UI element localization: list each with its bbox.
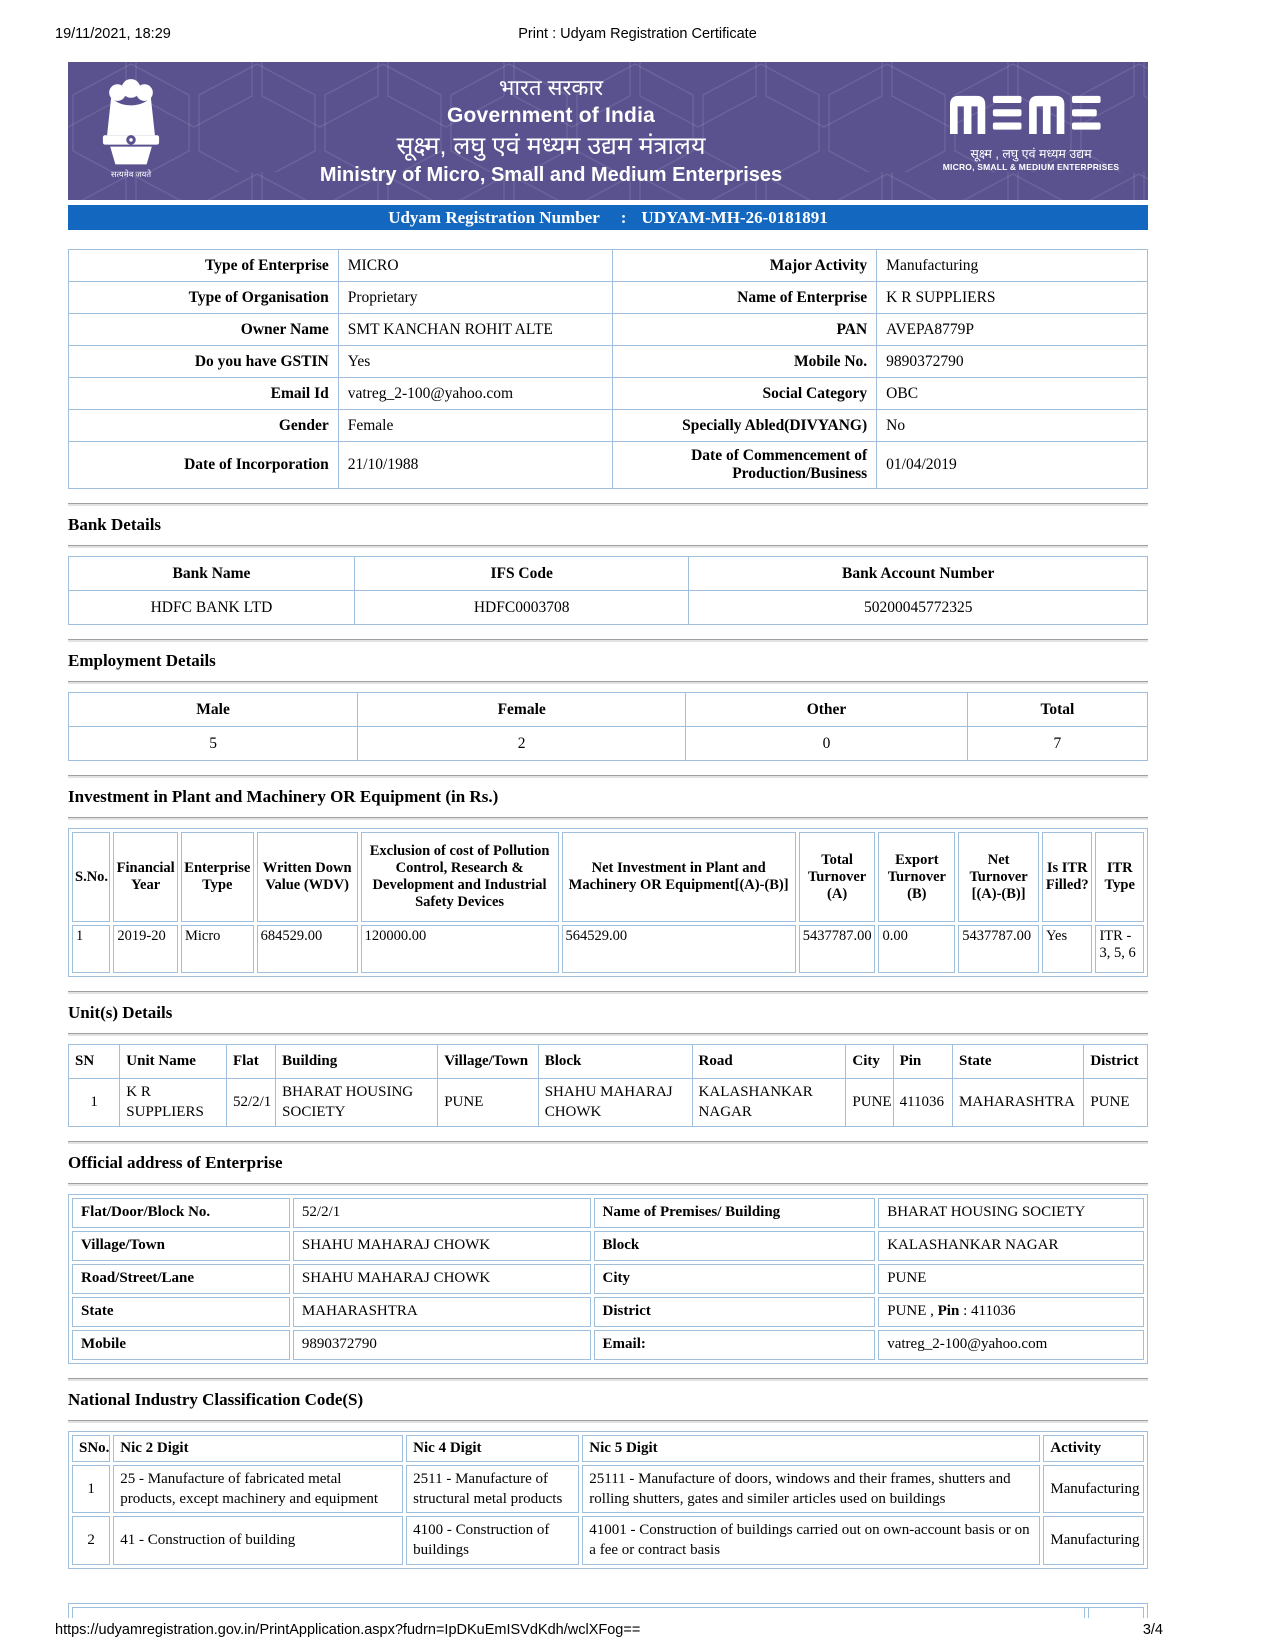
divider bbox=[68, 1378, 1148, 1381]
detail-label: Do you have GSTIN bbox=[69, 346, 339, 378]
banner-hindi-ministry: सूक्ष्म, लघु एवं मध्यम उद्यम मंत्रालय bbox=[396, 131, 706, 160]
table-header-row bbox=[72, 1435, 1144, 1462]
detail-label: Name of Enterprise bbox=[612, 282, 876, 314]
section-title-nic: National Industry Classification Code(S) bbox=[68, 1389, 364, 1409]
msme-hindi-caption: सूक्ष्म , लघु एवं मध्यम उद्यम bbox=[970, 146, 1092, 161]
nic-cell: 2 bbox=[72, 1516, 110, 1565]
column-header: District bbox=[1084, 1045, 1148, 1079]
investment-cell: 5437787.00 bbox=[958, 925, 1039, 973]
nic-table-frame bbox=[68, 1431, 1148, 1569]
detail-value: 01/04/2019 bbox=[877, 442, 1148, 489]
detail-label: Gender bbox=[69, 410, 339, 442]
section-title-employment-details: Employment Details bbox=[68, 651, 216, 670]
units-details-table bbox=[68, 1044, 1148, 1127]
column-header: Male bbox=[69, 693, 358, 727]
emblem-caption: सत्यमेव जयते bbox=[110, 169, 152, 179]
column-header: Enterprise Type bbox=[181, 832, 254, 922]
unit-cell: K R SUPPLIERS bbox=[120, 1079, 227, 1127]
column-header: Exclusion of cost of Pollution Control, Research & Development and Industrial Safety Devices bbox=[361, 832, 559, 922]
column-header: S.No. bbox=[72, 832, 110, 922]
detail-value: OBC bbox=[877, 378, 1148, 410]
investment-cell: 2019-20 bbox=[113, 925, 178, 973]
column-header: Nic 2 Digit bbox=[113, 1435, 403, 1462]
next-table-cutoff-inner bbox=[72, 1607, 1144, 1618]
address-value: 9890372790 bbox=[293, 1330, 591, 1360]
column-header: Bank Account Number bbox=[689, 557, 1148, 591]
employment-count: 5 bbox=[69, 727, 358, 761]
investment-cell: 0.00 bbox=[878, 925, 955, 973]
column-header: Net Turnover [(A)-(B)] bbox=[958, 832, 1039, 922]
detail-label: Type of Enterprise bbox=[69, 250, 339, 282]
address-value: vatreg_2-100@yahoo.com bbox=[878, 1330, 1144, 1360]
print-datetime: 19/11/2021, 18:29 bbox=[55, 26, 171, 42]
unit-cell: 1 bbox=[69, 1079, 120, 1127]
msme-logo bbox=[938, 91, 1124, 172]
column-header: Block bbox=[538, 1045, 692, 1079]
address-label: Village/Town bbox=[72, 1231, 290, 1261]
registration-number: UDYAM-MH-26-0181891 bbox=[641, 208, 828, 227]
investment-cell: 120000.00 bbox=[361, 925, 559, 973]
unit-cell: KALASHANKAR NAGAR bbox=[692, 1079, 846, 1127]
investment-cell: 1 bbox=[72, 925, 110, 973]
divider bbox=[68, 775, 1148, 778]
section-title-address: Official address of Enterprise bbox=[68, 1152, 283, 1172]
divider bbox=[68, 503, 1148, 506]
divider bbox=[68, 817, 1148, 820]
table-row bbox=[72, 1516, 1144, 1565]
nic-cell: 2511 - Manufacture of structural metal products bbox=[406, 1465, 579, 1514]
column-header: Nic 4 Digit bbox=[406, 1435, 579, 1462]
print-footer bbox=[55, 1622, 1163, 1638]
table-header-row bbox=[69, 557, 1148, 591]
unit-cell: PUNE bbox=[1084, 1079, 1148, 1127]
nic-cell: 4100 - Construction of buildings bbox=[406, 1516, 579, 1565]
table-row bbox=[69, 1079, 1148, 1127]
column-header: Nic 5 Digit bbox=[582, 1435, 1040, 1462]
detail-value: 9890372790 bbox=[877, 346, 1148, 378]
column-header: State bbox=[953, 1045, 1084, 1079]
detail-label: Owner Name bbox=[69, 314, 339, 346]
column-header: Flat bbox=[226, 1045, 275, 1079]
column-header: Road bbox=[692, 1045, 846, 1079]
table-row bbox=[69, 410, 1148, 442]
detail-label: Type of Organisation bbox=[69, 282, 339, 314]
column-header: Is ITR Filled? bbox=[1042, 832, 1092, 922]
column-header: SNo. bbox=[72, 1435, 110, 1462]
detail-value: Proprietary bbox=[338, 282, 612, 314]
divider bbox=[68, 681, 1148, 684]
detail-value: No bbox=[877, 410, 1148, 442]
detail-value: MICRO bbox=[338, 250, 612, 282]
employment-details-table bbox=[68, 692, 1148, 761]
column-header: City bbox=[846, 1045, 893, 1079]
table-row bbox=[69, 378, 1148, 410]
divider bbox=[68, 1141, 1148, 1144]
column-header: ITR Type bbox=[1095, 832, 1144, 922]
address-label: Road/Street/Lane bbox=[72, 1264, 290, 1294]
address-value: MAHARASHTRA bbox=[293, 1297, 591, 1327]
column-header: Total Turnover (A) bbox=[799, 832, 876, 922]
column-header: Written Down Value (WDV) bbox=[257, 832, 358, 922]
banner-titles bbox=[164, 74, 938, 188]
employment-count: 2 bbox=[358, 727, 686, 761]
investment-cell: Yes bbox=[1042, 925, 1092, 973]
banner-ministry-title: Ministry of Micro, Small and Medium Enterprises bbox=[319, 164, 783, 187]
banner-government-of-india: Government of India bbox=[447, 104, 655, 128]
unit-cell: PUNE bbox=[846, 1079, 893, 1127]
column-header: Unit Name bbox=[120, 1045, 227, 1079]
column-header: SN bbox=[69, 1045, 120, 1079]
address-value: 52/2/1 bbox=[293, 1198, 591, 1228]
column-header: Bank Name bbox=[69, 557, 355, 591]
unit-cell: MAHARASHTRA bbox=[953, 1079, 1084, 1127]
table-header-row bbox=[72, 832, 1144, 922]
divider bbox=[68, 1420, 1148, 1423]
divider bbox=[68, 991, 1148, 994]
column-header: Financial Year bbox=[113, 832, 178, 922]
address-label: Flat/Door/Block No. bbox=[72, 1198, 290, 1228]
table-row bbox=[69, 314, 1148, 346]
table-row bbox=[69, 442, 1148, 489]
address-label: Name of Premises/ Building bbox=[594, 1198, 876, 1228]
investment-cell: ITR - 3, 5, 6 bbox=[1095, 925, 1144, 973]
column-header: Female bbox=[358, 693, 686, 727]
detail-label: Social Category bbox=[612, 378, 876, 410]
column-header: Activity bbox=[1043, 1435, 1144, 1462]
table-row bbox=[72, 1330, 1144, 1360]
detail-label: Major Activity bbox=[612, 250, 876, 282]
source-url: https://udyamregistration.gov.in/PrintApplication.aspx?fudrn=IpDKuEmISVdKdh/wclXFog== bbox=[55, 1622, 641, 1638]
table-row bbox=[72, 1198, 1144, 1228]
registration-separator: : bbox=[620, 208, 627, 227]
government-banner bbox=[68, 62, 1148, 200]
divider bbox=[68, 1033, 1148, 1036]
ifs-code-value: HDFC0003708 bbox=[354, 591, 688, 625]
unit-cell: 411036 bbox=[893, 1079, 952, 1127]
column-header: Other bbox=[686, 693, 968, 727]
address-label: Block bbox=[594, 1231, 876, 1261]
detail-value: SMT KANCHAN ROHIT ALTE bbox=[338, 314, 612, 346]
investment-cell: 5437787.00 bbox=[799, 925, 876, 973]
section-title-investment: Investment in Plant and Machinery OR Equipment (in Rs.) bbox=[68, 787, 499, 806]
address-label: Email: bbox=[594, 1330, 876, 1360]
address-label: District bbox=[594, 1297, 876, 1327]
unit-cell: PUNE bbox=[438, 1079, 539, 1127]
registration-label: Udyam Registration Number bbox=[388, 208, 600, 227]
detail-label: Date of Incorporation bbox=[69, 442, 339, 489]
investment-cell: Micro bbox=[181, 925, 254, 973]
divider bbox=[68, 545, 1148, 548]
column-header: Pin bbox=[893, 1045, 952, 1079]
table-header-row bbox=[69, 693, 1148, 727]
bank-name-value: HDFC BANK LTD bbox=[69, 591, 355, 625]
column-header: Net Investment in Plant and Machinery OR Equipment[(A)-(B)] bbox=[562, 832, 796, 922]
account-number-value: 50200045772325 bbox=[689, 591, 1148, 625]
nic-cell: 1 bbox=[72, 1465, 110, 1514]
column-header: Building bbox=[276, 1045, 438, 1079]
detail-label: PAN bbox=[612, 314, 876, 346]
registration-number-bar bbox=[68, 205, 1148, 230]
table-row bbox=[72, 1465, 1144, 1514]
divider bbox=[68, 1183, 1148, 1186]
table-row bbox=[69, 282, 1148, 314]
nic-table bbox=[69, 1432, 1147, 1568]
column-header: Export Turnover (B) bbox=[878, 832, 955, 922]
address-label: City bbox=[594, 1264, 876, 1294]
column-header: Village/Town bbox=[438, 1045, 539, 1079]
column-header: IFS Code bbox=[354, 557, 688, 591]
address-table bbox=[69, 1195, 1147, 1363]
nic-cell: 41 - Construction of building bbox=[113, 1516, 403, 1565]
detail-label: Email Id bbox=[69, 378, 339, 410]
investment-table-frame bbox=[68, 828, 1148, 977]
banner-hindi-government: भारत सरकार bbox=[498, 74, 604, 100]
section-title-bank-details: Bank Details bbox=[68, 515, 162, 534]
table-row bbox=[72, 1264, 1144, 1294]
detail-value: AVEPA8779P bbox=[877, 314, 1148, 346]
address-value: SHAHU MAHARAJ CHOWK bbox=[293, 1231, 591, 1261]
table-row bbox=[69, 250, 1148, 282]
detail-value: K R SUPPLIERS bbox=[877, 282, 1148, 314]
address-value: PUNE bbox=[878, 1264, 1144, 1294]
address-label: State bbox=[72, 1297, 290, 1327]
table-row bbox=[72, 1297, 1144, 1327]
divider bbox=[68, 639, 1148, 642]
table-row bbox=[69, 727, 1148, 761]
table-row bbox=[69, 591, 1148, 625]
address-label: Mobile bbox=[72, 1330, 290, 1360]
detail-value: 21/10/1988 bbox=[338, 442, 612, 489]
address-value: KALASHANKAR NAGAR bbox=[878, 1231, 1144, 1261]
detail-value: Manufacturing bbox=[877, 250, 1148, 282]
unit-cell: 52/2/1 bbox=[226, 1079, 275, 1127]
employment-count: 7 bbox=[967, 727, 1147, 761]
certificate-body bbox=[68, 62, 1148, 1618]
nic-cell: 25 - Manufacture of fabricated metal products, except machinery and equipment bbox=[113, 1465, 403, 1514]
next-table-cutoff bbox=[68, 1603, 1148, 1618]
msme-english-caption: MICRO, SMALL & MEDIUM ENTERPRISES bbox=[942, 161, 1120, 172]
column-header: Total bbox=[967, 693, 1147, 727]
nic-cell: 41001 - Construction of buildings carried out on own-account basis or on a fee or contract basis bbox=[582, 1516, 1040, 1565]
address-table-frame bbox=[68, 1194, 1148, 1364]
investment-cell: 564529.00 bbox=[562, 925, 796, 973]
table-row bbox=[72, 925, 1144, 973]
detail-label: Specially Abled(DIVYANG) bbox=[612, 410, 876, 442]
section-title-units: Unit(s) Details bbox=[68, 1003, 173, 1022]
detail-label: Mobile No. bbox=[612, 346, 876, 378]
unit-cell: BHARAT HOUSING SOCIETY bbox=[276, 1079, 438, 1127]
enterprise-details-table bbox=[68, 249, 1148, 489]
detail-value: Yes bbox=[338, 346, 612, 378]
detail-label: Date of Commencement of Production/Business bbox=[612, 442, 876, 489]
table-row bbox=[72, 1231, 1144, 1261]
address-value: SHAHU MAHARAJ CHOWK bbox=[293, 1264, 591, 1294]
msme-logo-icon bbox=[950, 91, 1112, 135]
address-value: PUNE , Pin : 411036 bbox=[878, 1297, 1144, 1327]
address-value: BHARAT HOUSING SOCIETY bbox=[878, 1198, 1144, 1228]
nic-cell: Manufacturing bbox=[1043, 1465, 1144, 1514]
table-row bbox=[69, 346, 1148, 378]
detail-value: Female bbox=[338, 410, 612, 442]
unit-cell: SHAHU MAHARAJ CHOWK bbox=[538, 1079, 692, 1127]
employment-count: 0 bbox=[686, 727, 968, 761]
print-header bbox=[0, 26, 1275, 46]
investment-table bbox=[69, 829, 1147, 976]
investment-cell: 684529.00 bbox=[257, 925, 358, 973]
print-title: Print : Udyam Registration Certificate bbox=[518, 26, 757, 42]
table-header-row bbox=[69, 1045, 1148, 1079]
nic-cell: 25111 - Manufacture of doors, windows and their frames, shutters and rolling shutters, gates and similer articles used on buildings bbox=[582, 1465, 1040, 1514]
page-number: 3/4 bbox=[1142, 1622, 1163, 1638]
detail-value: vatreg_2-100@yahoo.com bbox=[338, 378, 612, 410]
bank-details-table bbox=[68, 556, 1148, 625]
nic-cell: Manufacturing bbox=[1043, 1516, 1144, 1565]
national-emblem-icon bbox=[98, 77, 164, 186]
next-table-column-divider bbox=[1084, 1608, 1089, 1618]
